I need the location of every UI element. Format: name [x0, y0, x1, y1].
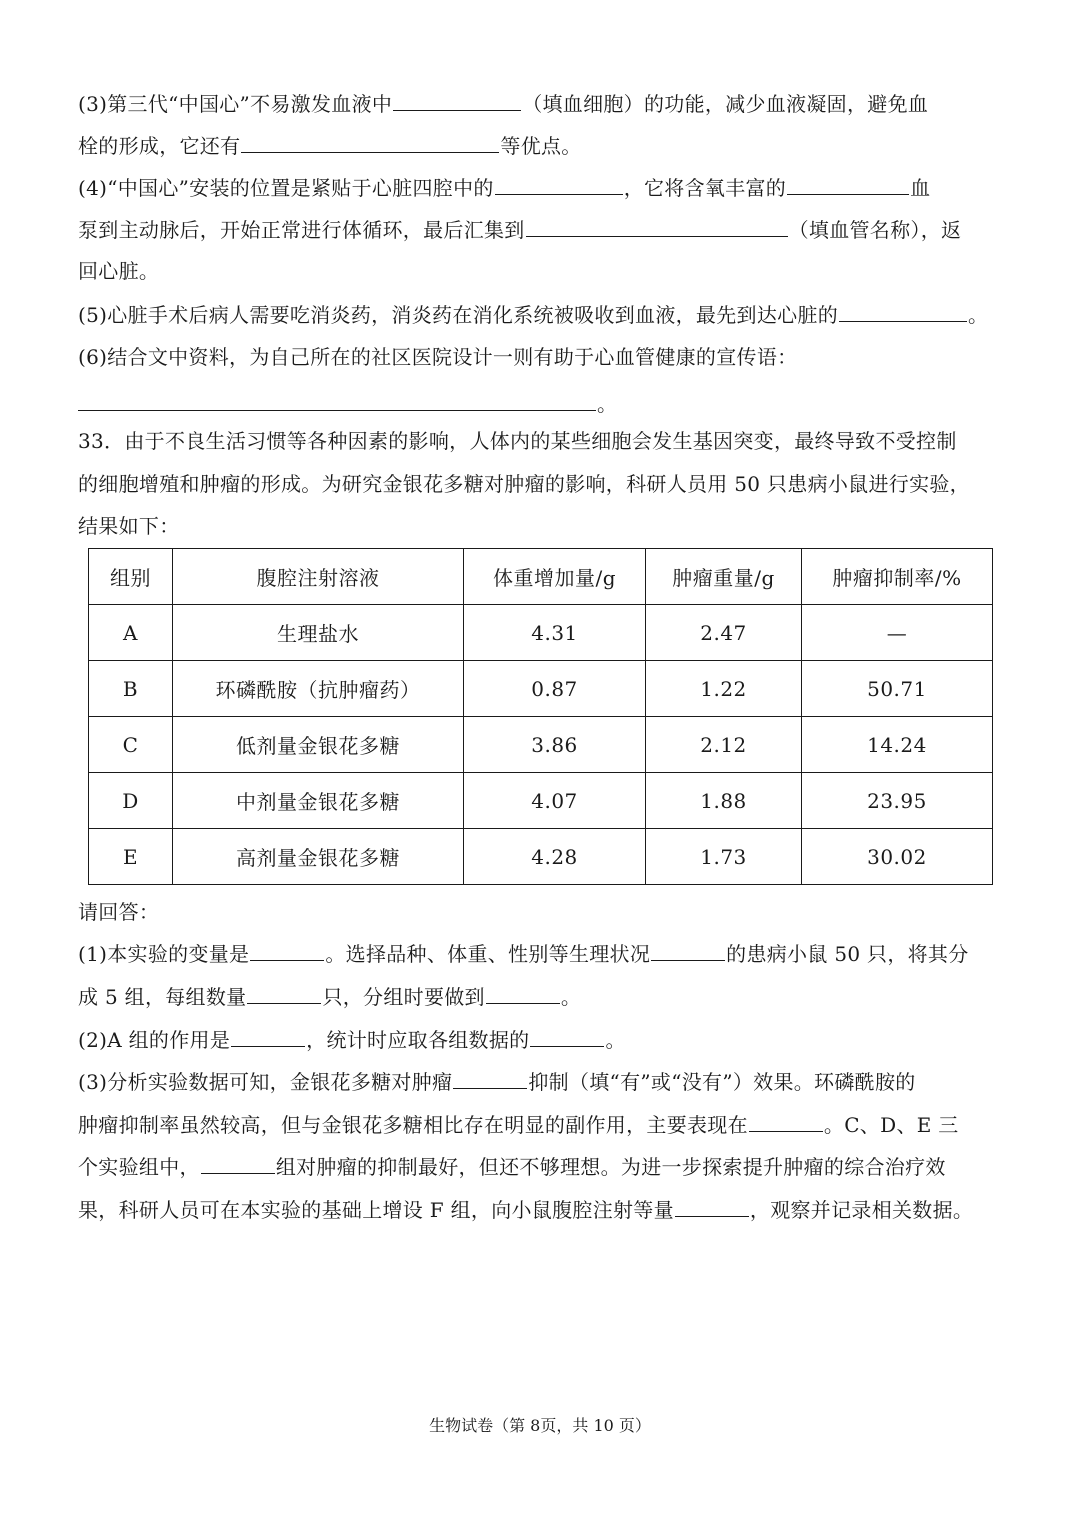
table-cell: E [89, 829, 173, 885]
q33-line-1: 33．由于不良生活习惯等各种因素的影响，人体内的某些细胞会发生基因突变，最终导致不受控制 [78, 429, 957, 453]
table-cell: 低剂量金银花多糖 [173, 717, 464, 773]
header-cell: 体重增加量/g [464, 549, 646, 605]
table-cell: C [89, 717, 173, 773]
q6-line-2: 。 [78, 388, 1008, 418]
q3-line-2: 栓的形成，它还有 等优点。 [78, 130, 1008, 160]
slogan-blank[interactable] [78, 388, 596, 411]
table-cell: 4.31 [464, 605, 646, 661]
header-cell: 肿瘤重量/g [646, 549, 802, 605]
table-cell: 4.07 [464, 773, 646, 829]
answer-blank[interactable] [453, 1066, 527, 1089]
table-row [89, 605, 993, 661]
table-cell: 高剂量金银花多糖 [173, 829, 464, 885]
table-row [89, 773, 993, 829]
answer-blank[interactable] [495, 172, 623, 195]
table-cell: 23.95 [802, 773, 993, 829]
answer-blank[interactable] [787, 172, 909, 195]
a3-line-1: (3)分析实验数据可知，金银花多糖对肿瘤 抑制（填“有”或“没有”）效果。环磷酰胺的 [78, 1066, 1008, 1096]
table-header-row [89, 549, 993, 605]
answer-blank[interactable] [250, 938, 324, 961]
answer-blank[interactable] [241, 130, 499, 153]
table-cell: 2.12 [646, 717, 802, 773]
table-row [89, 829, 993, 885]
answer-blank[interactable] [839, 299, 967, 322]
table-cell: 1.22 [646, 661, 802, 717]
page-footer: 生物试卷（第 8页，共 10 页） [429, 1416, 651, 1435]
a3-line-4: 果，科研人员可在本实验的基础上增设 F 组，向小鼠腹腔注射等量 ，观察并记录相关数据。 [78, 1194, 1008, 1224]
table-cell: — [802, 605, 993, 661]
answer-blank[interactable] [675, 1194, 749, 1217]
answer-blank[interactable] [231, 1024, 305, 1047]
table-cell: 1.73 [646, 829, 802, 885]
q6-line-1: (6)结合文中资料，为自己所在的社区医院设计一则有助于心血管健康的宣传语： [78, 345, 798, 369]
table-cell: D [89, 773, 173, 829]
table-row [89, 661, 993, 717]
table-cell: 中剂量金银花多糖 [173, 773, 464, 829]
answer-blank[interactable] [247, 981, 321, 1004]
table-cell: 2.47 [646, 605, 802, 661]
table-cell: 4.28 [464, 829, 646, 885]
q33-line-2: 的细胞增殖和肿瘤的形成。为研究金银花多糖对肿瘤的影响，科研人员用 50 只患病小鼠进行实验， [78, 472, 970, 496]
table-cell: 3.86 [464, 717, 646, 773]
table-cell: A [89, 605, 173, 661]
table-row [89, 717, 993, 773]
answer-blank[interactable] [749, 1109, 823, 1132]
q5-line-1: (5)心脏手术后病人需要吃消炎药，消炎药在消化系统被吸收到血液，最先到达心脏的 。 [78, 299, 1008, 329]
q3-line-1: (3)第三代“中国心”不易激发血液中 （填血细胞）的功能，减少血液凝固，避免血 [78, 88, 1008, 118]
header-cell: 组别 [89, 549, 173, 605]
experiment-table [88, 548, 993, 885]
q4-line-1: (4)“中国心”安装的位置是紧贴于心脏四腔中的 ，它将含氧丰富的 血 [78, 172, 1008, 202]
header-cell: 腹腔注射溶液 [173, 549, 464, 605]
answer-prompt: 请回答： [78, 900, 160, 924]
answer-blank[interactable] [651, 938, 725, 961]
table-cell: 0.87 [464, 661, 646, 717]
answer-blank[interactable] [393, 88, 521, 111]
table-cell: 1.88 [646, 773, 802, 829]
q4-line-3: 回心脏。 [78, 259, 160, 283]
table-cell: 14.24 [802, 717, 993, 773]
a1-line-2: 成 5 组，每组数量 只，分组时要做到 。 [78, 981, 1008, 1011]
answer-blank[interactable] [486, 981, 560, 1004]
q4-line-2: 泵到主动脉后，开始正常进行体循环，最后汇集到 （填血管名称），返 [78, 214, 1008, 244]
table-cell: B [89, 661, 173, 717]
a3-line-2: 肿瘤抑制率虽然较高，但与金银花多糖相比存在明显的副作用，主要表现在 。C、D、E 三 [78, 1109, 1008, 1139]
answer-blank[interactable] [526, 214, 788, 237]
answer-blank[interactable] [201, 1151, 275, 1174]
table-cell: 50.71 [802, 661, 993, 717]
table-cell: 30.02 [802, 829, 993, 885]
a3-line-3: 个实验组中， 组对肿瘤的抑制最好，但还不够理想。为进一步探索提升肿瘤的综合治疗效 [78, 1151, 1008, 1181]
q33-line-3: 结果如下： [78, 514, 180, 538]
a1-line-1: (1)本实验的变量是 。选择品种、体重、性别等生理状况 的患病小鼠 50 只，将其分 [78, 938, 1008, 968]
table-cell: 生理盐水 [173, 605, 464, 661]
header-cell: 肿瘤抑制率/% [802, 549, 993, 605]
answer-blank[interactable] [530, 1024, 604, 1047]
table-cell: 环磷酰胺（抗肿瘤药） [173, 661, 464, 717]
a2-line-1: (2)A 组的作用是 ，统计时应取各组数据的 。 [78, 1024, 1008, 1054]
